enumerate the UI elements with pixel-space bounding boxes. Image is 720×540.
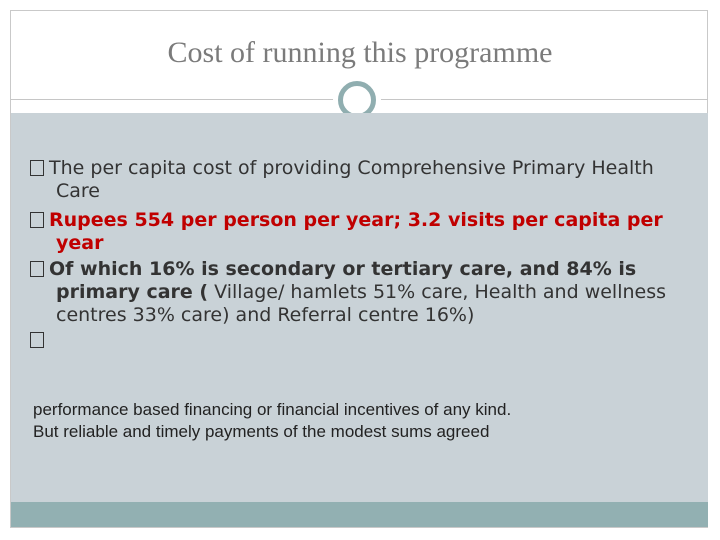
footer-bar: [11, 502, 708, 527]
bullet-item: [30, 209, 670, 255]
bullet-text: The per capita cost of providing Comprehensive Primary Health Care: [49, 157, 654, 202]
bullet-item: [30, 258, 670, 327]
bullet-item-empty: [30, 329, 670, 353]
slide-title: Cost of running this programme: [167, 36, 553, 69]
bullet-text: Village/ hamlets 51% care, Health and wellness centres 33% care) and Referral centre 16%): [56, 281, 667, 326]
bullet-square-icon: [30, 160, 44, 176]
bullet-text: Rupees 554 per person per year; 3.2 visits per capita per year: [49, 209, 663, 254]
bullet-square-icon: [30, 261, 44, 277]
bullet-text-bold: Of which 16% is secondary or tertiary care, and 84% is primary care (: [49, 258, 637, 303]
bullet-square-icon: [30, 212, 44, 228]
bullet-square-icon: [30, 332, 44, 348]
note-line: performance based financing or financial incentives of any kind.: [33, 400, 512, 419]
body-note: [33, 399, 693, 443]
note-line: But reliable and timely payments of the modest sums agreed: [33, 422, 490, 441]
bullet-list: [30, 157, 670, 353]
bullet-item: [30, 157, 670, 203]
